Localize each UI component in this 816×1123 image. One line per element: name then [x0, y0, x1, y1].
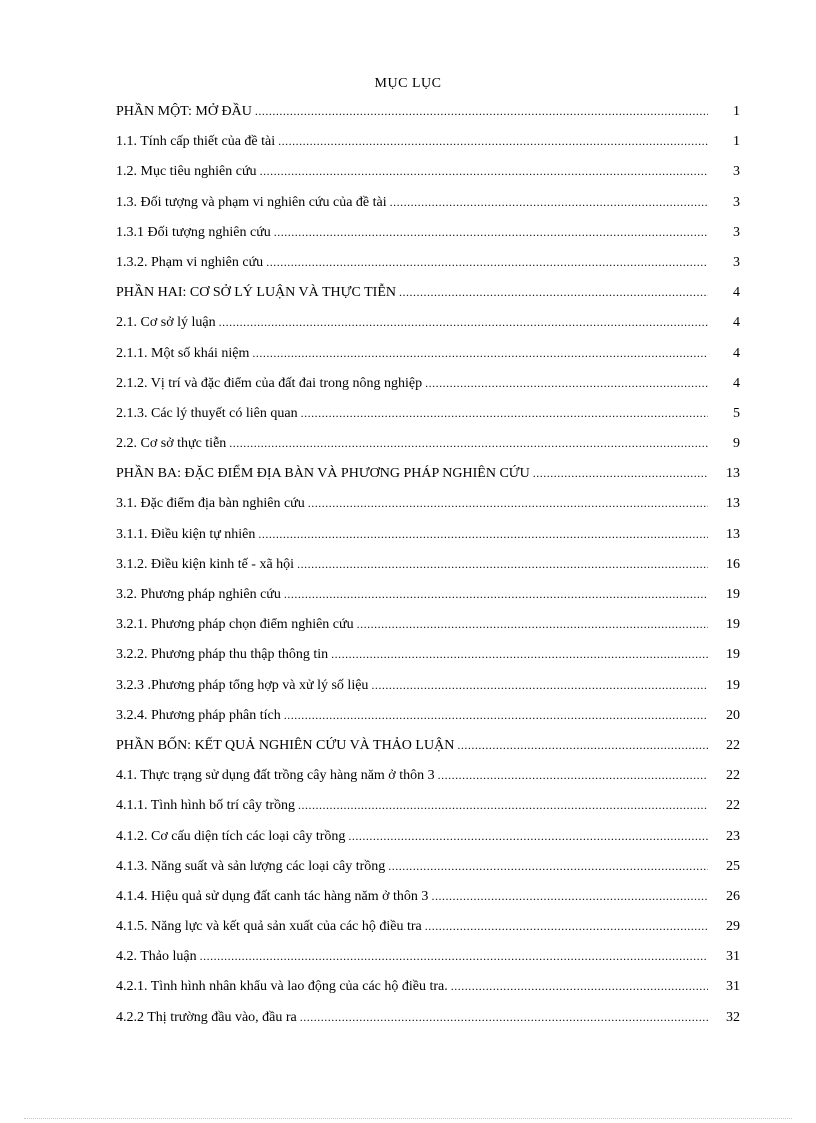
toc-entry[interactable] [116, 587, 740, 617]
toc-entry-page-number: 19 [726, 587, 740, 602]
toc-dot-leader [371, 678, 708, 693]
toc-entry-page-number: 19 [726, 647, 740, 663]
toc-entry-label: 1.3.1 Đối tượng nghiên cứu [116, 224, 271, 240]
toc-entry[interactable] [116, 436, 740, 466]
toc-entry-page-number: 3 [733, 164, 740, 180]
toc-entry[interactable] [116, 255, 740, 285]
toc-entry-label: 3.2.2. Phương pháp thu thập thông tin [116, 647, 329, 663]
toc-dot-leader [308, 496, 708, 511]
toc-entry-label: 4.1.4. Hiệu quả sử dụng đất canh tác hàng năm ở thôn 3 [116, 888, 429, 904]
toc-dot-leader [425, 376, 708, 391]
toc-entry-label: 4.1. Thực trạng sử dụng đất trồng cây hàng năm ở thôn 3 [116, 768, 435, 784]
toc-entry-label: PHẦN BA: ĐẶC ĐIỂM ĐỊA BÀN VÀ PHƯƠNG PHÁP NGHIÊN CỨU [116, 466, 530, 482]
toc-entry-label: 3.2.3 .Phương pháp tổng hợp và xử lý số liệu [116, 677, 369, 693]
toc-dot-leader [278, 134, 708, 149]
toc-entry-page-number: 26 [726, 888, 740, 904]
toc-entry[interactable] [116, 768, 740, 798]
toc-entry-label: 1.3. Đối tượng và phạm vi nghiên cứu của đề tài [116, 194, 387, 210]
toc-entry-page-number: 16 [726, 556, 740, 572]
toc-entry[interactable] [116, 315, 740, 345]
toc-dot-leader [266, 255, 708, 270]
toc-entry[interactable] [116, 376, 740, 406]
toc-entry-label: 2.1.1. Một số khái niệm [116, 345, 250, 361]
toc-entry[interactable] [116, 527, 740, 557]
toc-dot-leader [298, 798, 708, 813]
toc-entry-page-number: 20 [726, 707, 740, 723]
toc-dot-leader [258, 527, 708, 542]
toc-dot-leader [451, 979, 708, 994]
toc-entry-label: PHẦN MỘT: MỞ ĐẦU [116, 104, 252, 119]
toc-entry[interactable] [116, 406, 740, 436]
toc-entry-label: 4.1.3. Năng suất và sản lượng các loại cây trồng [116, 858, 386, 874]
toc-entry-label: 1.1. Tính cấp thiết của đề tài [116, 134, 276, 150]
toc-entry[interactable] [116, 647, 740, 677]
toc-dot-leader [431, 889, 708, 904]
toc-dot-leader [457, 738, 708, 753]
toc-dot-leader [252, 346, 708, 361]
toc-entry-label: 3.2. Phương pháp nghiên cứu [116, 587, 281, 602]
toc-entry-label: 4.1.5. Năng lực và kết quả sản xuất của các hộ điều tra [116, 919, 422, 935]
toc-entry-label: 2.2. Cơ sở thực tiễn [116, 436, 227, 452]
toc-dot-leader [200, 949, 708, 964]
toc-entry[interactable] [116, 678, 740, 708]
toc-entry-label: PHẦN HAI: CƠ SỞ LÝ LUẬN VÀ THỰC TIỄN [116, 285, 396, 301]
toc-entry[interactable] [116, 557, 740, 587]
toc-entry[interactable] [116, 164, 740, 194]
toc-entry-page-number: 4 [733, 285, 740, 301]
toc-entry-page-number: 25 [726, 858, 740, 874]
toc-entry-label: 3.2.1. Phương pháp chọn điểm nghiên cứu [116, 617, 354, 633]
toc-dot-leader [348, 829, 708, 844]
toc-entry-label: 3.1. Đặc điểm địa bàn nghiên cứu [116, 496, 305, 512]
toc-dot-leader [260, 164, 708, 179]
toc-entry-label: 4.2.2 Thị trường đầu vào, đầu ra [116, 1009, 297, 1025]
toc-entry-page-number: 1 [733, 134, 740, 150]
toc-entry[interactable] [116, 346, 740, 376]
toc-entry-label: 1.2. Mục tiêu nghiên cứu [116, 164, 257, 180]
toc-entry[interactable] [116, 1010, 740, 1040]
toc-entry-page-number: 9 [733, 436, 740, 452]
toc-entry-page-number: 3 [733, 254, 740, 270]
toc-dot-leader [284, 587, 708, 602]
toc-entry[interactable] [116, 919, 740, 949]
toc-dot-leader [438, 768, 708, 783]
page-title: MỤC LỤC [374, 76, 442, 91]
toc-dot-leader [219, 315, 708, 330]
toc-entry-page-number: 4 [733, 315, 740, 331]
table-of-contents [116, 104, 740, 1040]
toc-entry-page-number: 23 [726, 828, 740, 844]
toc-entry[interactable] [116, 285, 740, 315]
toc-entry[interactable] [116, 798, 740, 828]
toc-entry-page-number: 19 [726, 617, 740, 633]
toc-entry[interactable] [116, 738, 740, 768]
toc-entry-page-number: 13 [726, 526, 740, 542]
toc-entry[interactable] [116, 466, 740, 496]
toc-dot-leader [229, 436, 708, 451]
toc-entry[interactable] [116, 617, 740, 647]
toc-dot-leader [284, 708, 708, 723]
toc-entry-page-number: 3 [733, 194, 740, 210]
toc-dot-leader [331, 647, 708, 662]
toc-dot-leader [533, 466, 708, 481]
toc-entry[interactable] [116, 829, 740, 859]
toc-entry-label: 1.3.2. Phạm vi nghiên cứu [116, 254, 264, 270]
toc-entry-page-number: 22 [726, 737, 740, 753]
toc-dot-leader [300, 1010, 708, 1025]
toc-entry[interactable] [116, 889, 740, 919]
toc-entry-label: 4.1.1. Tình hình bố trí cây trồng [116, 798, 295, 814]
toc-entry-page-number: 13 [726, 466, 740, 482]
toc-entry[interactable] [116, 104, 740, 134]
toc-entry-page-number: 19 [726, 677, 740, 693]
toc-entry-label: 3.1.1. Điều kiện tự nhiên [116, 526, 256, 542]
page-bottom-divider [24, 1118, 792, 1119]
toc-entry[interactable] [116, 134, 740, 164]
toc-entry-label: 4.2.1. Tình hình nhân khẩu và lao động của các hộ điều tra. [116, 979, 448, 995]
toc-entry-label: 3.1.2. Điều kiện kinh tế - xã hội [116, 556, 295, 572]
toc-entry-label: 2.1. Cơ sở lý luận [116, 315, 216, 331]
toc-entry-page-number: 1 [733, 104, 740, 119]
toc-entry-label: 3.2.4. Phương pháp phân tích [116, 707, 281, 723]
toc-entry-page-number: 4 [733, 375, 740, 391]
toc-entry-page-number: 22 [726, 768, 740, 784]
toc-dot-leader [390, 195, 708, 210]
toc-entry-label: 2.1.2. Vị trí và đặc điểm của đất đai trong nông nghiệp [116, 375, 423, 391]
toc-dot-leader [301, 406, 708, 421]
toc-entry-page-number: 13 [726, 496, 740, 512]
toc-dot-leader [399, 285, 708, 300]
toc-entry-page-number: 29 [726, 919, 740, 935]
toc-entry-page-number: 4 [733, 345, 740, 361]
toc-entry[interactable] [116, 949, 740, 979]
toc-entry-page-number: 32 [726, 1009, 740, 1025]
toc-dot-leader [425, 919, 708, 934]
toc-entry-page-number: 5 [733, 405, 740, 421]
toc-entry[interactable] [116, 225, 740, 255]
toc-dot-leader [255, 104, 708, 119]
toc-entry-page-number: 3 [733, 224, 740, 240]
toc-entry-label: 4.2. Thảo luận [116, 949, 197, 965]
toc-entry-label: PHẦN BỐN: KẾT QUẢ NGHIÊN CỨU VÀ THẢO LUẬN [116, 737, 455, 753]
toc-entry-label: 4.1.2. Cơ cấu diện tích các loại cây trồng [116, 828, 346, 844]
toc-entry-page-number: 31 [726, 949, 740, 965]
toc-entry[interactable] [116, 859, 740, 889]
toc-dot-leader [388, 859, 708, 874]
toc-entry-page-number: 22 [726, 798, 740, 814]
toc-entry-page-number: 31 [726, 979, 740, 995]
toc-entry[interactable] [116, 195, 740, 225]
toc-entry-label: 2.1.3. Các lý thuyết có liên quan [116, 405, 298, 421]
toc-entry[interactable] [116, 708, 740, 738]
toc-entry[interactable] [116, 979, 740, 1009]
toc-dot-leader [297, 557, 708, 572]
toc-dot-leader [274, 225, 708, 240]
toc-dot-leader [357, 617, 708, 632]
toc-entry[interactable] [116, 496, 740, 526]
